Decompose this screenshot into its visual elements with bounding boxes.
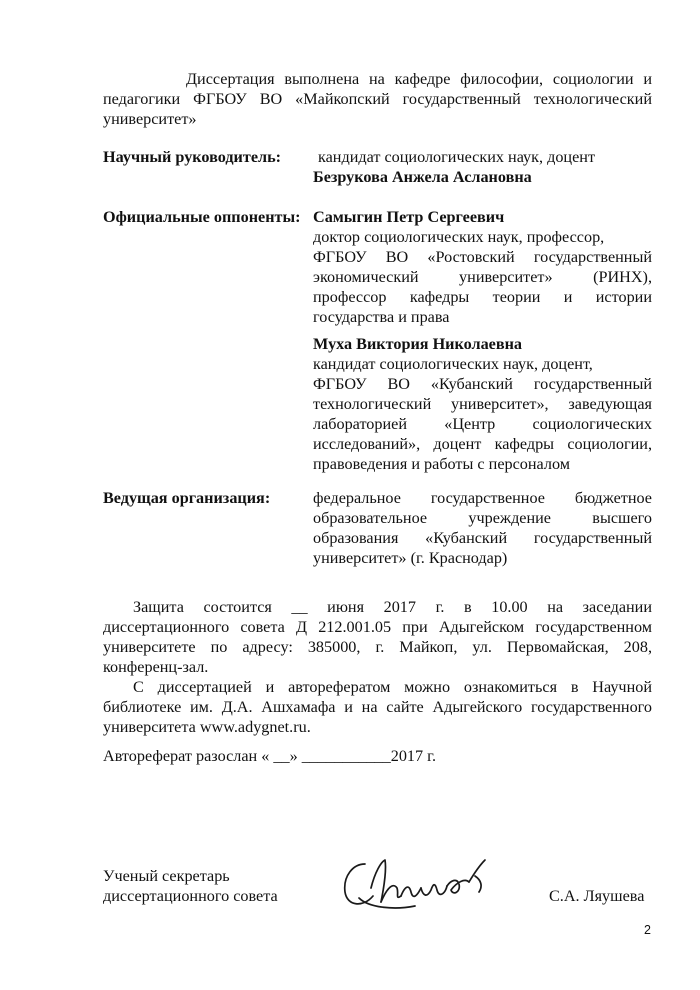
- defense-line: Защита состоится __ июня 2017 г. в 10.00 на заседании: [133, 598, 652, 616]
- library-line: университета www.adygnet.ru.: [103, 718, 311, 736]
- intro-line: Диссертация выполнена на кафедре философии, социологии и: [186, 70, 652, 88]
- lead-org-block: [313, 488, 652, 568]
- opponent-2-line: кандидат социологических наук, доцент,: [313, 355, 593, 373]
- defense-paragraph: [103, 597, 652, 677]
- supervisor-name: Безрукова Анжела Аслановна: [313, 168, 532, 186]
- secretary-title-line: диссертационного совета: [103, 887, 278, 905]
- opponent-1-line: ФГБОУ ВО «Ростовский государственный: [313, 248, 652, 266]
- defense-line: конференц-зал.: [103, 658, 209, 676]
- library-line: С диссертацией и авторефератом можно ознакомиться в Научной: [133, 678, 652, 696]
- opponent-2: [313, 334, 652, 474]
- supervisor-degree: кандидат социологических наук, доцент: [318, 148, 596, 166]
- intro-line: университет»: [103, 110, 197, 128]
- secretary-title-line: Ученый секретарь: [103, 867, 230, 885]
- opponent-1-name: Самыгин Петр Сергеевич: [313, 208, 505, 226]
- lead-org-label: Ведущая организация:: [103, 489, 271, 507]
- supervisor-block: [313, 147, 657, 187]
- abstract-sent-line: Автореферат разослан « __» ___________2017 г.: [103, 747, 437, 765]
- library-paragraph: [103, 677, 652, 737]
- lead-org-line: университет» (г. Краснодар): [313, 549, 508, 567]
- lead-org-line: федеральное государственное бюджетное: [313, 489, 652, 507]
- defense-line: диссертационного совета Д 212.001.05 при Адыгейском государственном: [103, 618, 652, 636]
- intro-line: педагогики ФГБОУ ВО «Майкопский государственный технологический: [103, 90, 652, 108]
- opponent-1-line: государства и права: [313, 308, 450, 326]
- lead-org-line: образования «Кубанский государственный: [313, 529, 652, 547]
- opponent-2-line: лабораторией «Центр социологических: [313, 415, 652, 433]
- opponent-1-line: экономический университет» (РИНХ),: [313, 268, 652, 286]
- opponent-2-name: Муха Виктория Николаевна: [313, 335, 523, 353]
- opponent-1-line: профессор кафедры теории и истории: [313, 288, 652, 306]
- secretary-name: С.А. Ляушева: [549, 887, 645, 905]
- lead-org-line: образовательное учреждение высшего: [313, 509, 652, 527]
- opponent-1: [313, 207, 652, 327]
- intro-paragraph: [103, 69, 652, 129]
- secretary-title: [103, 866, 278, 906]
- supervisor-label: Научный руководитель:: [103, 148, 282, 166]
- opponent-2-line: правоведения и работы с персоналом: [313, 455, 570, 473]
- defense-line: университете по адресу: 385000, г. Майкоп, ул. Первомайская, 208,: [103, 638, 652, 656]
- handwritten-signature: [335, 852, 495, 914]
- opponent-2-line: ФГБОУ ВО «Кубанский государственный: [313, 375, 652, 393]
- opponent-2-line: технологический университет», заведующая: [313, 395, 652, 413]
- library-line: библиотеке им. Д.А. Ашхамафа и на сайте Адыгейского государственного: [103, 698, 652, 716]
- opponent-2-line: исследований», доцент кафедры социологии,: [313, 435, 652, 453]
- opponent-1-line: доктор социологических наук, профессор,: [313, 228, 605, 246]
- page-number: 2: [644, 923, 651, 937]
- opponents-label: Официальные оппоненты:: [103, 208, 301, 226]
